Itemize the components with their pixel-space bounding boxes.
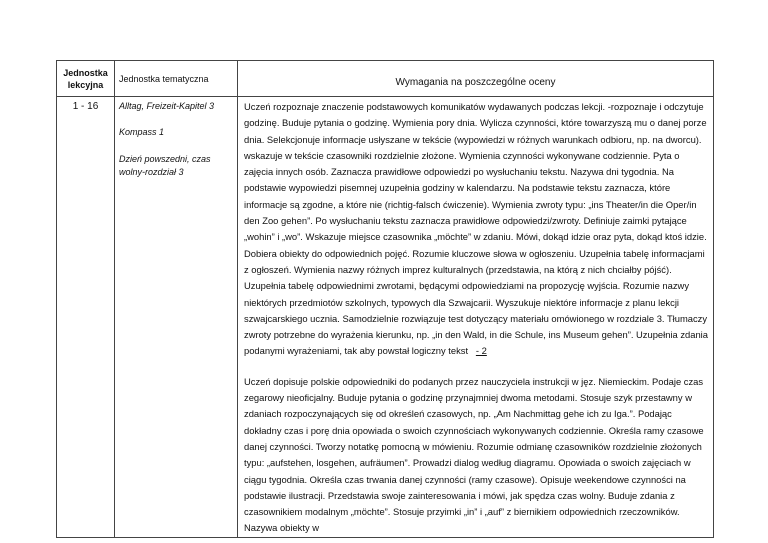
header-topic: Jednostka tematyczna: [115, 61, 238, 97]
requirements-table: [56, 60, 714, 538]
cell-requirements: [238, 97, 714, 538]
header-row: [57, 61, 714, 97]
topic-line: Kompass 1: [119, 127, 165, 137]
topic-line: Alltag, Freizeit-Kapitel 3: [119, 101, 215, 111]
header-requirements: Wymagania na poszczególne oceny: [238, 61, 714, 97]
requirements-paragraph: Uczeń dopisuje polskie odpowiedniki do podanych przez nauczyciela instrukcji w jęz. Niemieckim. Podaje czas zegarowy nieoficjalny. Buduje pytania o godzinę przynajmniej dwoma metodami. Stosuje szyk przestawny w zdaniach rozpoczynających się od określeń czasowych, np. „Am Nachmittag gehe ich zu Iga.”. Podając dokładny czas i porę dnia opowiada o swoich czynnościach wykonywanych codziennie. Określa ramy czasowe danej czynności. Tworzy notatkę pomocną w mówieniu. Rozumie odmianę czasowników rozdzielnie złożonych typu: „aufstehen, losgehen, aufräumen”. Prowadzi dialog według diagramu. Opowiada o swoich zajęciach w ciągu tygodnia. Określa czas trwania danej czynności (ramy czasowe). Opisuje weekendowe czynności na podstawie ilustracji. Przedstawia swoje zainteresowania i mówi, jak spędza czas wolny. Buduje zdania z czasownikiem modalnym „möchte”. Stosuje przyimki „in” i „auf” z biernikiem odpowiednich rzeczowników. Nazywa obiekty w: [244, 375, 704, 534]
requirements-paragraph: [244, 99, 709, 360]
cell-unit: 1 - 16: [57, 97, 115, 538]
cell-topic: [115, 97, 238, 538]
topic-line: Dzień powszedni, czas wolny-rozdział 3: [119, 154, 211, 177]
grade-marker: - 2: [475, 345, 487, 357]
header-unit: Jednostka lekcyjna: [57, 61, 115, 97]
paragraph-text: Uczeń rozpoznaje znaczenie podstawowych komunikatów wydawanych podczas lekcji. -rozpoznaje i odczytuje godzinę. Buduje pytania o godzinę. Wymienia pory dnia. Wylicza czynności, które towarzyszą mu o danej porze dnia. Selekcjonuje informacje usłyszane w tekście (wypowiedzi w różnych warunkach odbioru, np. na dworcu). wskazuje w tekście czasowniki rozdzielnie złożone. Wymienia czynności wykonywane codziennie. Pyta o zajęcia innych osób. Zaznacza prawidłowe odpowiedzi po wysłuchaniu tekstu. Nazywa dni tygodnia. Na podstawie wypowiedzi pisemnej uzupełnia godziny w kalendarzu. Na podstawie tekstu zaznacza, które informacje są zgodne, a które nie (richtig-falsch ćwiczenie). Wymienia zwroty typu: „ins Theater/in die Oper/in den Zoo gehen”. Po wysłuchaniu tekstu zaznacza prawidłowe odpowiedzi/zwroty. Definiuje zaimki pytające „wohin” i „wo”. Wskazuje miejsce czasownika „möchte” w zdaniu. Mówi, dokąd idzie oraz pyta, dokąd ktoś idzie. Dobiera obiekty do odpowiednich pojęć. Rozumie kluczowe słowa w ogłoszeniu. Uzupełnia tabelę informacjami z ogłoszeń. Wymienia nazwy różnych imprez kulturalnych (przedstawia, na którą z nich chciałby pójść). Uzupełnia tabelę odpowiednimi zwrotami, będącymi odpowiedziami na propozycję wyjścia. Rozumie nazwy niektórych przedmiotów szkolnych, typowych dla Szwajcarii. Wyszukuje niektóre informacje z planu lekcji szwajcarskiego ucznia. Samodzielnie rozwiązuje test dotyczący materiału omówionego w rozdziale 3. Tłumaczy zwroty potrzebne do wyrażenia kierunku, np. „in den Wald, in die Schule, ins Museum gehen”. Uzupełnia zdania podanymi wyrażeniami, tak aby powstał logiczny tekst: [244, 101, 708, 357]
table-row: [57, 97, 714, 538]
